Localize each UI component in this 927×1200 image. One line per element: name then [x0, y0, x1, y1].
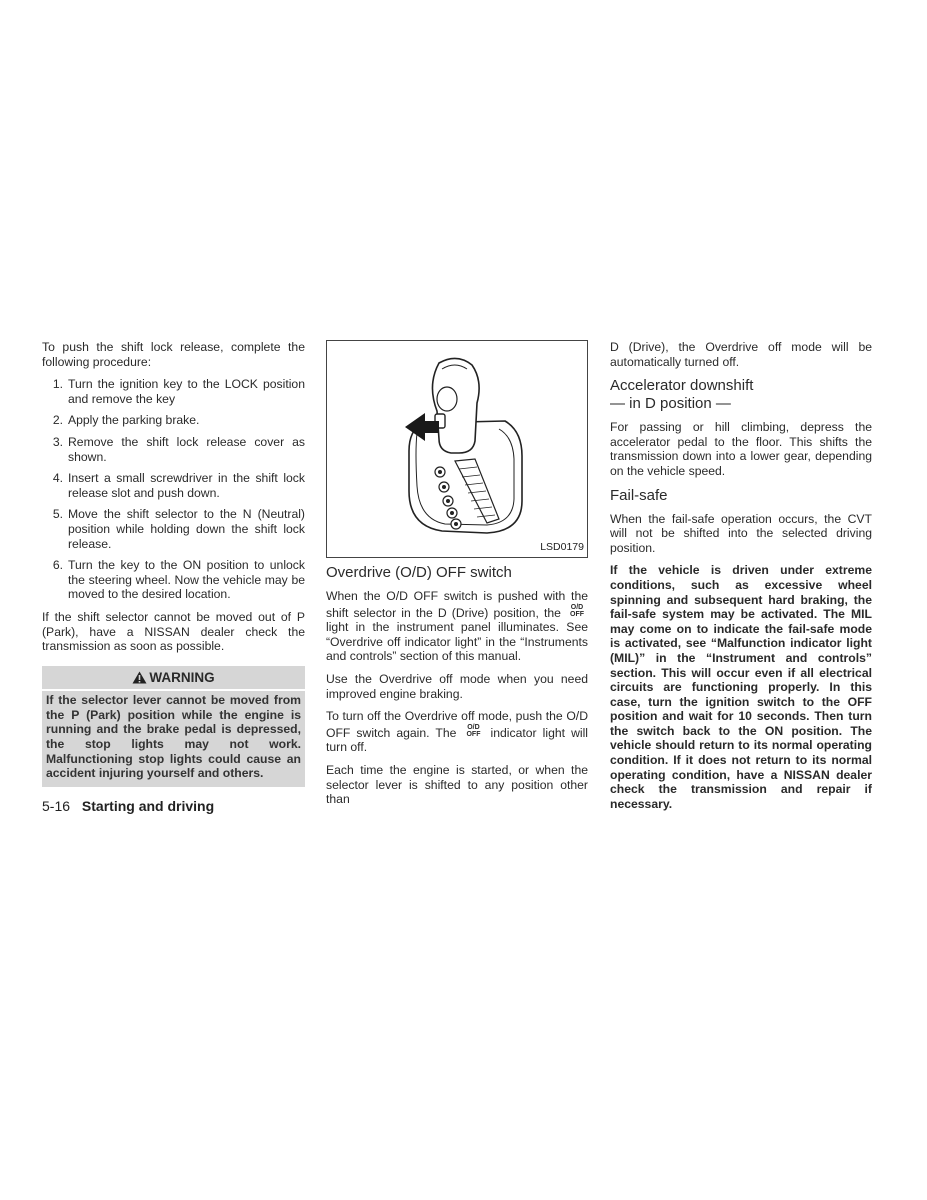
overdrive-paragraph-3 [326, 709, 588, 755]
step-text: Turn the key to the ON position to unlock the steering wheel. Now the vehicle may be moved to the desired location. [68, 558, 305, 602]
figure-code: LSD0179 [540, 541, 584, 554]
text-span: indicator light will turn off. [326, 725, 588, 755]
step-text: Remove the shift lock release cover as shown. [68, 434, 305, 464]
step-text: Insert a small screwdriver in the shift lock release slot and push down. [68, 471, 305, 500]
step-text: Move the shift selector to the N (Neutral) position while holding down the shift lock release. [68, 507, 305, 551]
list-item [42, 377, 305, 406]
column-right [610, 340, 872, 819]
overdrive-paragraph-4: Each time the engine is started, or when the selector lever is shifted to any position other than [326, 762, 588, 807]
intro-paragraph: To push the shift lock release, complete the following procedure: [42, 340, 305, 369]
heading-line: Accelerator downshift [610, 377, 754, 395]
section-title: Starting and driving [81, 798, 215, 814]
fail-safe-bold-paragraph: If the vehicle is driven under extreme conditions, such as excessive wheel spinning and subsequent hard braking, the fail-safe system may be activated. The MIL may come on to indicate the fail-safe mode is activated, see “Malfunction indicator light (MIL)” in the “Instrument and controls” section. This will occur even if all electrical circuits are functioning properly. In this case, turn the ignition switch to the OFF position and wait for 10 seconds. Then turn the switch back to the ON position. The vehicle should return to its normal operating condition. If it does not return to its normal operating condition, have a NISSAN dealer check the transmission and repair if necessary. [610, 563, 872, 811]
fail-safe-heading: Fail-safe [610, 486, 668, 504]
step-text: Turn the ignition key to the LOCK position and remove the key [68, 377, 305, 406]
od-label: O/D [467, 723, 480, 731]
warning-box [42, 666, 305, 787]
od-off-indicator-icon [466, 724, 480, 738]
off-label: OFF [466, 730, 481, 738]
overdrive-paragraph-2: Use the Overdrive off mode when you need improved engine braking. [326, 671, 588, 701]
page-footer [42, 798, 214, 814]
od-off-indicator-icon [570, 604, 584, 618]
warning-triangle-icon [132, 671, 147, 684]
accelerator-downshift-heading [610, 377, 872, 413]
warning-text: If the selector lever cannot be moved from the P (Park) position while the engine is running and the brake pedal is depressed, the stop lights may not work. Malfunctioning stop lights could cause an accident injuring yourself and others. [46, 693, 301, 781]
step-number: 1. [52, 377, 63, 392]
list-item [42, 471, 305, 500]
continued-paragraph: D (Drive), the Overdrive off mode will be automatically turned off. [610, 340, 872, 369]
overdrive-paragraph-1 [326, 589, 588, 664]
off-label: OFF [570, 610, 584, 618]
list-item [42, 558, 305, 602]
step-number: 3. [52, 434, 63, 449]
od-label: O/D [570, 603, 584, 611]
overdrive-heading: Overdrive (O/D) OFF switch [326, 564, 512, 581]
fail-safe-paragraph: When the fail-safe operation occurs, the CVT will not be shifted into the selected driving position. [610, 511, 872, 555]
text-span: When the O/D OFF switch is pushed with the shift selector in the D (Drive) position, the [326, 589, 588, 620]
step-number: 5. [52, 507, 63, 522]
procedure-list [42, 377, 305, 602]
page-number: 5-16 [42, 798, 71, 814]
step-number: 4. [52, 471, 63, 486]
column-middle [326, 340, 588, 815]
list-item [42, 413, 305, 428]
step-number: 2. [52, 413, 63, 428]
step-text: Apply the parking brake. [68, 413, 200, 428]
warning-title: WARNING [149, 669, 215, 685]
dealer-paragraph: If the shift selector cannot be moved out of P (Park), have a NISSAN dealer check the transmission as soon as possible. [42, 609, 305, 654]
warning-header [42, 666, 305, 692]
shift-lever-illustration [327, 341, 587, 557]
step-number: 6. [52, 558, 63, 573]
heading-line: — in D position — [610, 395, 731, 413]
list-item [42, 507, 305, 551]
text-span: light in the instrument panel illuminates. See “Overdrive off indicator light” in the “Instruments and controls” section of this manual. [326, 620, 588, 664]
list-item [42, 435, 305, 464]
shift-lock-figure [326, 340, 588, 558]
accelerator-paragraph: For passing or hill climbing, depress the accelerator pedal to the floor. This shifts the transmission down into a lower gear, depending on the vehicle speed. [610, 420, 872, 478]
column-left [42, 340, 305, 787]
text-span: To turn off the Overdrive off mode, push the O/D OFF switch again. The [326, 709, 588, 740]
